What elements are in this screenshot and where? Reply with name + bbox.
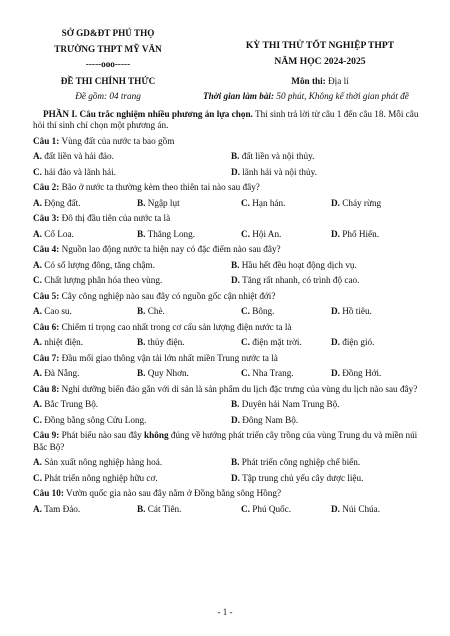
option-a[interactable]: A. Tam Đảo. bbox=[33, 503, 81, 514]
question-6 bbox=[33, 322, 420, 334]
exam-header bbox=[33, 28, 420, 75]
question-label: Câu 9: bbox=[33, 430, 60, 440]
meta-row bbox=[33, 91, 420, 103]
page-count: Đề gồm: 04 trang bbox=[75, 91, 141, 101]
question-1 bbox=[33, 136, 420, 148]
option-b[interactable]: B. đất liền và nội thủy. bbox=[231, 151, 315, 161]
option-c[interactable]: C. Chất lượng phân hóa theo vùng. bbox=[33, 275, 163, 285]
question-3-options bbox=[33, 229, 420, 241]
page-number: - 1 - bbox=[217, 607, 233, 617]
option-d[interactable]: D. Núi Chúa. bbox=[331, 503, 381, 514]
question-7-options bbox=[33, 368, 420, 380]
option-d[interactable]: D. Cháy rừng bbox=[331, 197, 382, 208]
question-label: Câu 3: bbox=[33, 213, 60, 223]
option-a[interactable]: A. Bắc Trung Bộ. bbox=[33, 399, 99, 409]
option-a[interactable]: A. đất liền và hải đảo. bbox=[33, 151, 114, 161]
option-d[interactable]: D. điện gió. bbox=[331, 337, 375, 347]
question-1-options bbox=[33, 151, 420, 178]
time-line bbox=[183, 91, 420, 103]
question-10-options bbox=[33, 504, 420, 516]
option-b[interactable]: B. Thăng Long. bbox=[137, 228, 196, 239]
question-label: Câu 6: bbox=[33, 321, 60, 332]
option-a[interactable]: A. Cao su. bbox=[33, 306, 72, 316]
question-text: Đô thị đầu tiên của nước ta là bbox=[61, 213, 171, 223]
part-heading bbox=[33, 109, 420, 132]
option-c[interactable]: C. Bông. bbox=[241, 306, 275, 316]
option-a[interactable]: A. nhiệt điện. bbox=[33, 337, 84, 347]
option-c[interactable]: C. hải đảo và lãnh hải. bbox=[33, 166, 116, 177]
option-a[interactable]: A. Động đất. bbox=[33, 197, 81, 208]
option-d[interactable]: D. Tăng rất nhanh, có trình độ cao. bbox=[231, 275, 360, 285]
question-text-post: đúng về hướng phát triển cây trồng của vùng Trung du và miền núi Bắc Bộ? bbox=[33, 430, 418, 452]
subject-label: Môn thi: bbox=[291, 75, 326, 86]
header-left bbox=[33, 28, 183, 75]
option-b[interactable]: B. Chè. bbox=[137, 306, 165, 316]
time-label: Thời gian làm bài: bbox=[203, 91, 275, 101]
option-c[interactable]: C. điện mặt trời. bbox=[241, 337, 302, 347]
option-c[interactable]: C. Nha Trang. bbox=[241, 368, 294, 378]
question-8-options bbox=[33, 399, 420, 426]
question-text: Vùng đất của nước ta bao gồm bbox=[61, 135, 175, 146]
question-5 bbox=[33, 291, 420, 303]
question-text-emphasis: không bbox=[144, 430, 169, 440]
official-label: ĐỀ THI CHÍNH THỨC bbox=[60, 75, 156, 86]
school-name: TRƯỜNG THPT MỸ VĂN bbox=[54, 43, 162, 54]
question-2 bbox=[33, 182, 420, 194]
question-label: Câu 8: bbox=[33, 383, 60, 394]
question-3 bbox=[33, 213, 420, 225]
question-7 bbox=[33, 353, 420, 365]
subject-line bbox=[220, 76, 420, 88]
question-text: Đầu mối giao thông vận tải lớn nhất miền Trung nước ta là bbox=[61, 352, 278, 363]
question-8 bbox=[33, 384, 420, 396]
option-b[interactable]: B. Quy Nhơn. bbox=[137, 368, 189, 378]
question-4 bbox=[33, 244, 420, 256]
question-label: Câu 4: bbox=[33, 244, 60, 254]
question-text: Nghỉ dưỡng biển đảo gắn với di sản là sản phẩm du lịch đặc trưng của vùng du lịch nào sau đây? bbox=[61, 383, 418, 394]
option-b[interactable]: B. thủy điện. bbox=[137, 337, 185, 347]
question-2-options bbox=[33, 198, 420, 210]
question-4-options bbox=[33, 260, 420, 287]
option-a[interactable]: A. Sản xuất nông nghiệp hàng hoá. bbox=[33, 457, 163, 467]
department-name: SỞ GD&ĐT PHÚ THỌ bbox=[61, 28, 155, 38]
question-label: Câu 5: bbox=[33, 290, 60, 301]
option-c[interactable]: C. Hội An. bbox=[241, 228, 282, 239]
question-label: Câu 1: bbox=[33, 135, 60, 146]
option-b[interactable]: B. Cát Tiên. bbox=[137, 503, 182, 514]
option-c[interactable]: C. Hạn hán. bbox=[241, 197, 286, 208]
question-label: Câu 7: bbox=[33, 352, 60, 363]
part-instruction: Thí sinh trả lời từ câu 1 đến câu 18. Mỗi câu hỏi thí sinh chỉ chọn một phương án. bbox=[33, 108, 419, 130]
question-label: Câu 10: bbox=[33, 488, 64, 498]
option-d[interactable]: D. Hồ tiêu. bbox=[331, 306, 372, 316]
question-text: Bão ở nước ta thường kèm theo thiên tai nào sau đây? bbox=[61, 182, 260, 192]
question-9-options bbox=[33, 457, 420, 484]
option-c[interactable]: C. Đồng bằng sông Cửu Long. bbox=[33, 414, 147, 425]
time-text: 50 phút, Không kể thời gian phát đề bbox=[276, 91, 409, 101]
question-text: Nguồn lao động nước ta hiện nay có đặc điểm nào sau đây? bbox=[61, 244, 281, 254]
question-5-options bbox=[33, 306, 420, 318]
option-d[interactable]: D. Đồng Hới. bbox=[331, 368, 382, 378]
option-a[interactable]: A. Có số lượng đông, tăng chậm. bbox=[33, 259, 155, 270]
option-c[interactable]: C. Phát triển nông nghiệp hữu cơ. bbox=[33, 472, 158, 483]
subject-row bbox=[33, 76, 420, 88]
question-text: Chiếm tỉ trọng cao nhất trong cơ cấu sản lượng điện nước ta là bbox=[61, 321, 292, 332]
option-d[interactable]: D. Tập trung chủ yếu cây dược liệu. bbox=[231, 472, 364, 483]
option-b[interactable]: B. Ngập lụt bbox=[137, 197, 180, 208]
part-title: PHẦN I. Câu trắc nghiệm nhiều phương án lựa chọn. bbox=[43, 108, 253, 119]
header-divider: -----ooo----- bbox=[85, 59, 131, 69]
question-text-pre: Phát biểu nào sau đây bbox=[61, 430, 145, 440]
exam-title: KỲ THI THỬ TỐT NGHIỆP THPT bbox=[245, 40, 395, 51]
option-d[interactable]: D. Đông Nam Bộ. bbox=[231, 414, 299, 425]
question-text: Cây công nghiệp nào sau đây có nguồn gốc cận nhiệt đới? bbox=[61, 290, 276, 301]
question-9 bbox=[33, 430, 420, 453]
option-b[interactable]: B. Duyên hải Nam Trung Bộ. bbox=[231, 399, 340, 409]
header-right bbox=[220, 28, 420, 75]
option-b[interactable]: B. Hầu hết đều hoạt động dịch vụ. bbox=[231, 259, 357, 270]
option-d[interactable]: D. Phố Hiến. bbox=[331, 228, 379, 239]
option-a[interactable]: A. Đà Nẵng. bbox=[33, 368, 80, 378]
option-a[interactable]: A. Cổ Loa. bbox=[33, 228, 74, 239]
option-c[interactable]: C. Phú Quốc. bbox=[241, 503, 292, 514]
school-year: NĂM HỌC 2024-2025 bbox=[274, 55, 366, 67]
question-label: Câu 2: bbox=[33, 182, 60, 192]
option-b[interactable]: B. Phát triển công nghiệp chế biến. bbox=[231, 457, 361, 467]
option-d[interactable]: D. lãnh hải và nội thủy. bbox=[231, 166, 317, 177]
question-6-options bbox=[33, 337, 420, 349]
question-text: Vườn quốc gia nào sau đây nằm ở Đồng bằng sông Hồng? bbox=[66, 488, 282, 498]
subject-name: Địa lí bbox=[328, 75, 349, 86]
question-10 bbox=[33, 488, 420, 500]
